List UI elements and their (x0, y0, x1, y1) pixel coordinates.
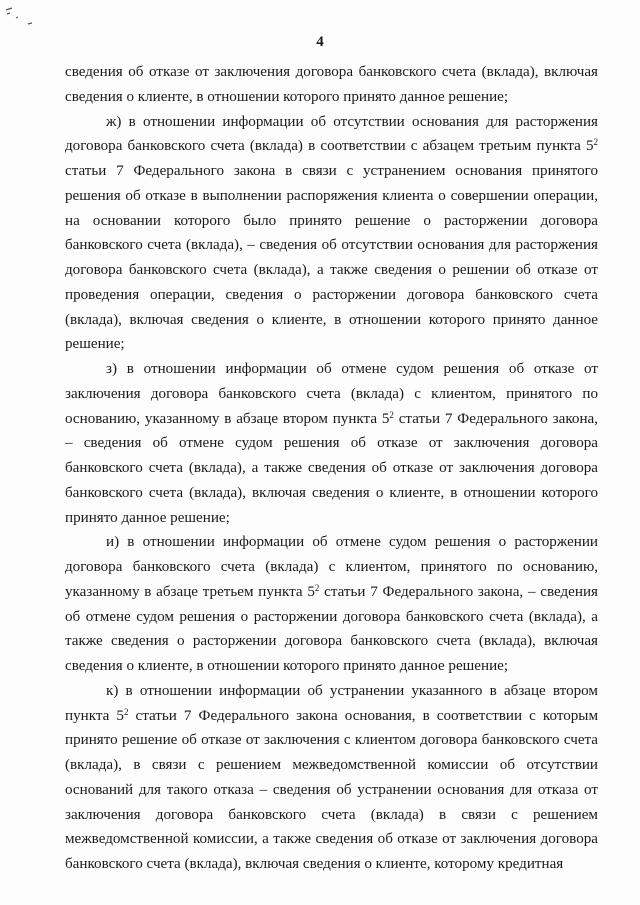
paragraph-z (65, 357, 598, 530)
document-body (65, 60, 598, 877)
superscript: 2 (389, 409, 394, 420)
paragraph-text: статьи 7 Федерального закона, – сведения об отмене судом решения о расторжении договора банковского счета (вклада), а также сведения о расторжении договора банковского счета (вклада), включая сведения о клиенте, в отношении которого принято данное решение; (65, 583, 598, 674)
paragraph-i (65, 530, 598, 679)
superscript: 2 (123, 706, 129, 717)
paragraph-text: ж) в отношении информации об отсутствии основания для расторжения договора банковского счета (вклада) в соответствии с абзацем третьим пункта 5 (65, 113, 598, 155)
paragraph-text: и) в отношении информации об отмене судом решения о расторжении договора банковского счета (вклада) с клиентом, принятого по основанию, указанному в абзаце третьем пункта 5 (65, 534, 598, 600)
superscript: 2 (593, 137, 598, 148)
paragraph-text: статьи 7 Федерального закона в связи с устранением основания принятого решения об отказе в выполнении распоряжения клиента о совершении операции, на основании которого было принято решение о расторжении договора банковского счета (вклада), – сведения об отсутствии основания для расторжения договора банковского счета (вклада), а также сведения о решении об отказе от проведения операции, сведения о расторжении договора банковского счета (вклада), включая сведения о клиенте, в отношении которого принято данное решение; (65, 163, 598, 353)
paragraph-text: сведения об отказе от заключения договора банковского счета (вклада), включая сведения о клиенте, в отношении которого принято данное решение; (65, 64, 598, 105)
paragraph-text: з) в отношении информации об отмене судом решения об отказе от заключения договора банковского счета (вклада) с клиентом, принятого по основанию, указанному в абзаце втором пункта 5 (65, 361, 598, 427)
paragraph-text: к) в отношении информации об устранении указанного в абзаце втором пункта 5 (65, 682, 598, 724)
paragraph-text: статьи 7 Федерального закона, – сведения об отмене судом решения об отказе от заключения договора банковского счета (вклада), а также сведения об отказе от заключения договора банковского счета (вклада), включая сведения о клиенте, в отношении которого принято данное решение; (65, 410, 598, 526)
superscript: 2 (314, 582, 320, 593)
page-number: 4 (316, 34, 324, 50)
paragraph-text: статьи 7 Федерального закона основания, в соответствии с которым принято решение об отказе от заключения с клиентом договора банковского счета (вклада), в связи с решением межведомственной комиссии об отсутствии оснований для такого отказа – сведения об устранении основания для отказа от заключения договора банковского счета (вклада) в связи с решением межведомственной комиссии, а также сведения об отказе от заключения договора банковского счета (вклада), включая сведения о клиенте, которому кредитная (65, 707, 598, 872)
scan-corner-mark (4, 4, 44, 26)
paragraph-k (65, 679, 598, 877)
paragraph-continuation (65, 60, 598, 110)
paragraph-zh (65, 110, 598, 358)
